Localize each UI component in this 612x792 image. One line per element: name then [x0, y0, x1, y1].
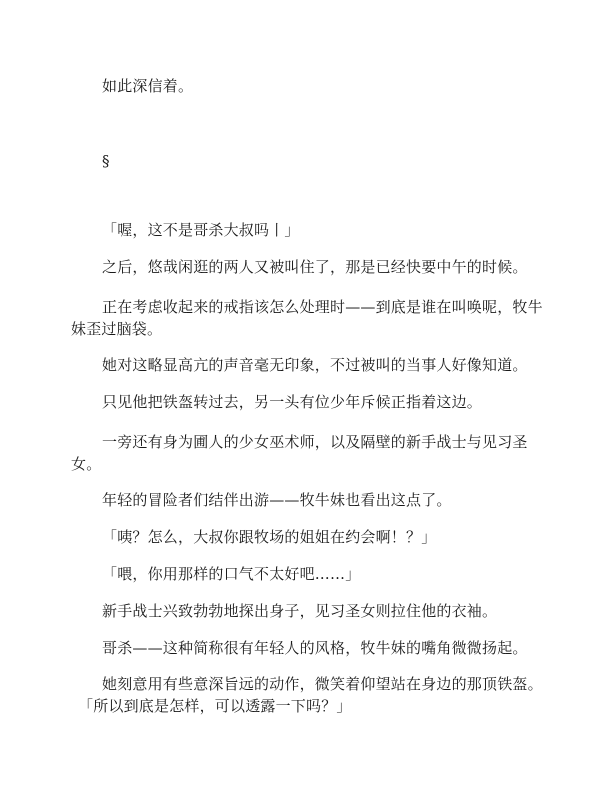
text-line: 「喔，这不是哥杀大叔吗丨」 [102, 221, 300, 239]
text-line: 只见他把铁盔转过去，另一头有位少年斥候正指着这边。 [102, 393, 483, 411]
text-line: 哥杀——这种简称很有年轻人的风格，牧牛妹的嘴角微微扬起。 [102, 639, 528, 657]
text-line: 她刻意用有些意深旨远的动作，微笑着仰望站在身边的那顶铁盔。 [102, 675, 543, 693]
section-mark: § [102, 152, 110, 170]
text-line: 妹歪过脑袋。 [71, 320, 163, 338]
text-line: 女。 [71, 455, 102, 473]
text-line: 正在考虑收起来的戒指该怎么处理时——到底是谁在叫唤呢，牧牛 [102, 298, 543, 316]
text-line: 一旁还有身为圃人的少女巫术师，以及隔壁的新手战士与见习圣 [102, 433, 528, 451]
text-line: 如此深信着。 [102, 77, 194, 95]
text-line: 她对这略显高亢的声音毫无印象，不过被叫的当事人好像知道。 [102, 356, 528, 374]
text-line: 年轻的冒险者们结伴出游——牧牛妹也看出这点了。 [102, 491, 452, 509]
text-line: 新手战士兴致勃勃地探出身子，见习圣女则拉住他的衣袖。 [102, 602, 498, 620]
text-line: 「咦？怎么，大叔你跟牧场的姐姐在约会啊！？」 [102, 528, 437, 546]
text-line: 「喂，你用那样的口气不太好吧……」 [102, 565, 361, 583]
text-line: 之后，悠哉闲逛的两人又被叫住了，那是已经快要中午的时候。 [102, 258, 528, 276]
text-line: 「所以到底是怎样，可以透露一下吗？」 [78, 697, 352, 715]
